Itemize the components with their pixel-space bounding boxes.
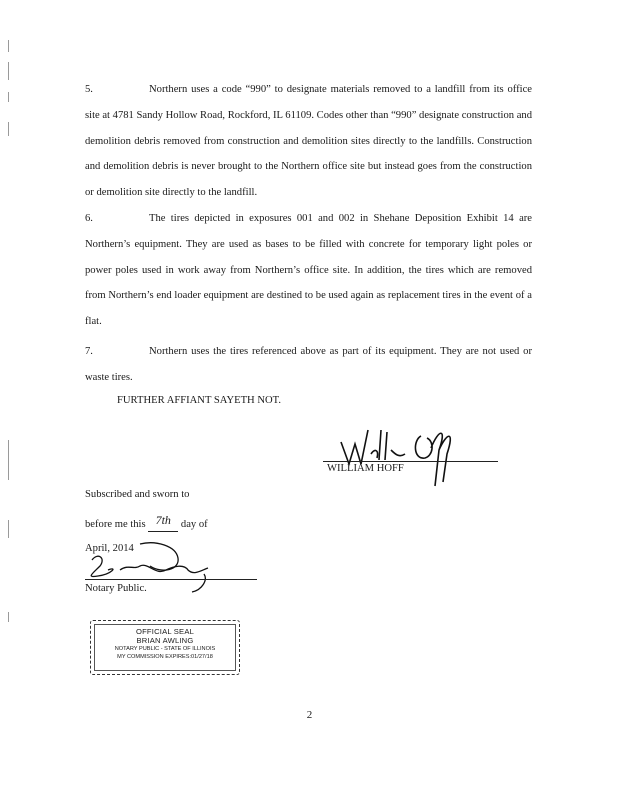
notary-signature-line xyxy=(85,579,257,580)
paragraph-number: 7. xyxy=(85,346,93,357)
margin-mark xyxy=(8,440,9,480)
seal-name: BRIAN AWLING xyxy=(136,636,194,645)
paragraph-text: The tires depicted in exposures 001 and 002 in Shehane Deposition Exhibit 14 are Northern’s equipment. They are used as bases to be filled with concrete for temporary light poles or power poles used in work away from Northern’s office site. In addition, the tires which are removed from Northern’s end loader equipment are destined to be used again as replacement tires in the event of a flat. xyxy=(85,213,532,328)
paragraph-number: 5. xyxy=(85,84,93,95)
jurat-day xyxy=(148,513,178,532)
margin-mark xyxy=(8,40,9,52)
page-number: 2 xyxy=(306,709,313,721)
jurat-day-value: 7th xyxy=(155,513,171,527)
paragraph-5 xyxy=(85,77,532,206)
jurat-date: April, 2014 xyxy=(85,543,134,554)
affiant-signature-line xyxy=(323,461,498,462)
affiant-signature xyxy=(335,420,465,490)
paragraph-7 xyxy=(85,339,532,391)
jurat-line-2 xyxy=(85,513,208,532)
affiant-name: WILLIAM HOFF xyxy=(327,463,404,474)
seal-title: OFFICIAL SEAL xyxy=(135,627,195,636)
paragraph-text: Northern uses a code “990” to designate materials removed to a landfill from its office site at 4781 Sandy Hollow Road, Rockford, IL 61109. Codes other than “990” designate construction and demolition debris removed from construction and demolition sites directly to the landfills. Construction and demolition debris is never brought to the Northern office site but instead goes from the construction or demolition site directly to the landfill. xyxy=(85,84,533,199)
seal-expiry-line: MY COMMISSION EXPIRES:01/27/18 xyxy=(117,654,213,660)
closing-statement: FURTHER AFFIANT SAYETH NOT. xyxy=(117,395,281,406)
margin-mark xyxy=(8,62,9,80)
notary-label: Notary Public. xyxy=(85,583,147,594)
margin-mark xyxy=(8,612,9,622)
notary-seal xyxy=(90,620,240,675)
paragraph-6 xyxy=(85,206,532,335)
margin-mark xyxy=(8,520,9,538)
jurat-line-1: Subscribed and sworn to xyxy=(85,489,190,500)
jurat-suffix: day of xyxy=(180,519,208,530)
margin-mark xyxy=(8,122,9,136)
paragraph-text: Northern uses the tires referenced above as part of its equipment. They are not used or waste tires. xyxy=(85,346,532,383)
jurat-prefix: before me this xyxy=(85,519,146,530)
seal-state-line: NOTARY PUBLIC - STATE OF ILLINOIS xyxy=(114,646,216,652)
margin-mark xyxy=(8,92,9,102)
paragraph-number: 6. xyxy=(85,213,93,224)
